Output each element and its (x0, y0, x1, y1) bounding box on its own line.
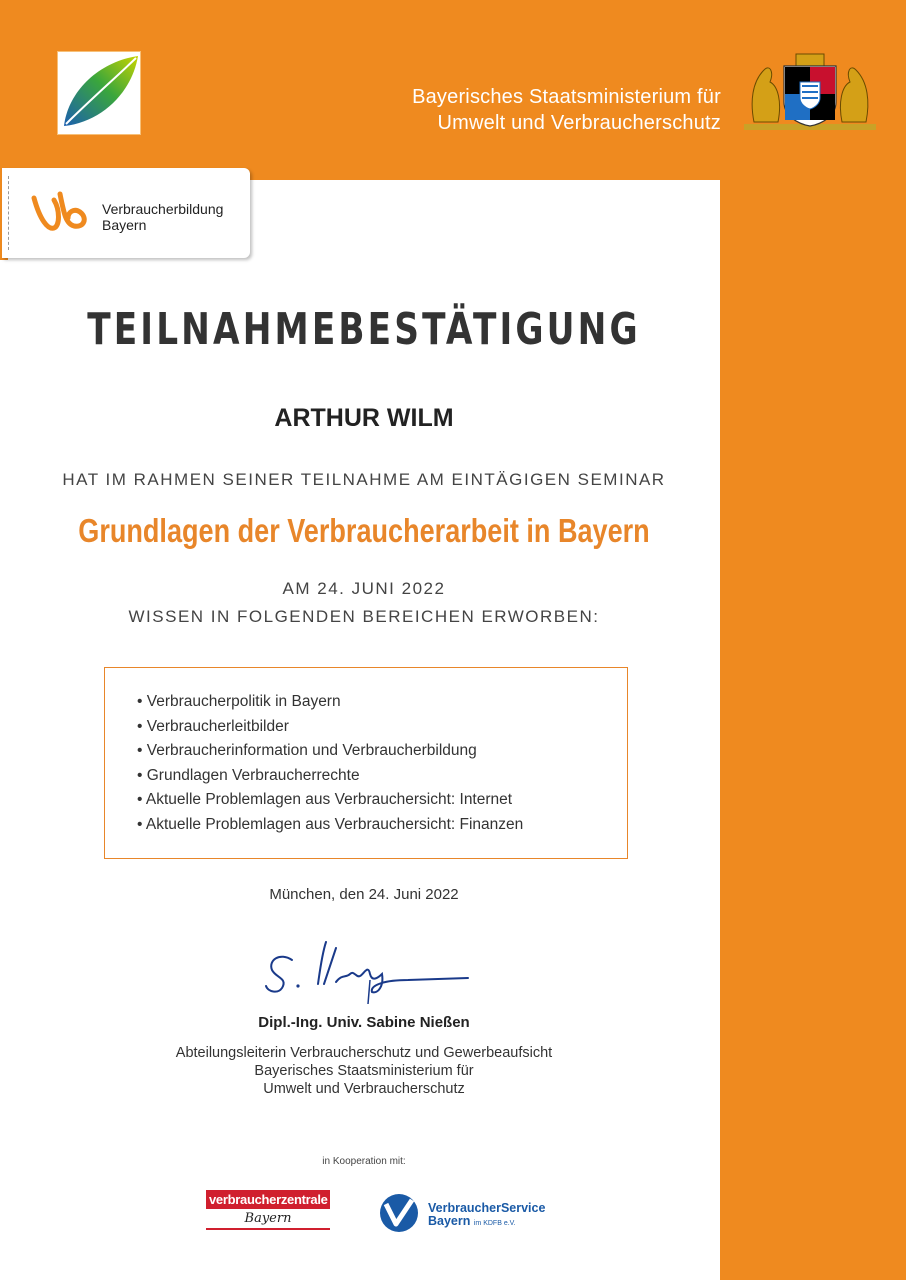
participant-name: ARTHUR WILM (274, 404, 454, 432)
verbraucherservice-logo (378, 1192, 546, 1239)
brand-line-2: Bayern (102, 217, 147, 233)
list-item: • Aktuelle Problemlagen aus Verbrauchersicht: Finanzen (137, 813, 627, 838)
vb-logo-icon (30, 190, 94, 239)
leaf-logo (58, 52, 140, 134)
verbraucherbildung-tab (2, 168, 250, 258)
vz-region: Bayern (206, 1211, 330, 1230)
role-line-3: Umwelt und Verbraucherschutz (263, 1081, 465, 1097)
verbraucherzentrale-logo (206, 1190, 330, 1230)
handwritten-signature (258, 934, 478, 1009)
list-item: • Verbraucherleitbilder (137, 715, 627, 740)
orange-side-band (720, 0, 906, 1280)
role-line-2: Bayerisches Staatsministerium für (254, 1063, 474, 1079)
list-item: • Grundlagen Verbraucherrechte (137, 764, 627, 789)
list-item: • Verbraucherinformation und Verbraucherbildung (137, 739, 627, 764)
ministry-line-1: Bayerisches Staatsministerium für (412, 86, 721, 108)
list-item: • Aktuelle Problemlagen aus Verbrauchersicht: Internet (137, 788, 627, 813)
brand-line-1: Verbraucherbildung (102, 201, 224, 217)
knowledge-line: WISSEN IN FOLGENDEN BEREICHEN ERWORBEN: (128, 607, 600, 626)
ministry-line-2: Umwelt und Verbraucherschutz (437, 112, 721, 134)
tab-stitching (8, 176, 9, 250)
signatory-role (8, 1044, 720, 1098)
vs-region: Bayern (428, 1214, 471, 1228)
topics-list (105, 668, 627, 837)
role-line-1: Abteilungsleiterin Verbraucherschutz und Gewerbeaufsicht (175, 1045, 553, 1061)
topics-box (104, 667, 628, 859)
seminar-title: Grundlagen der Verbraucherarbeit in Bayern (78, 512, 650, 549)
date-line: AM 24. JUNI 2022 (282, 579, 446, 598)
place-date: München, den 24. Juni 2022 (269, 886, 459, 903)
vs-line-1: VerbraucherService (428, 1201, 546, 1215)
signatory-name: Dipl.-Ing. Univ. Sabine Nießen (258, 1014, 470, 1031)
bavarian-coat-of-arms (744, 52, 876, 137)
vs-line-2 (428, 1215, 545, 1230)
intro-line: HAT IM RAHMEN SEINER TEILNAHME AM EINTÄGIGEN SEMINAR (62, 470, 666, 489)
verbraucherbildung-name (102, 201, 223, 233)
vs-suffix: im KDFB e.V. (473, 1220, 516, 1227)
cooperation-label: in Kooperation mit: (322, 1156, 406, 1167)
ministry-name (330, 84, 721, 136)
list-item: • Verbraucherpolitik in Bayern (137, 690, 627, 715)
vz-wordmark: verbraucherzentrale (206, 1190, 330, 1209)
verbraucherservice-icon (378, 1192, 420, 1234)
vs-text (428, 1202, 545, 1230)
certificate-title: TEILNAHMEBESTÄTIGUNG (87, 304, 641, 355)
